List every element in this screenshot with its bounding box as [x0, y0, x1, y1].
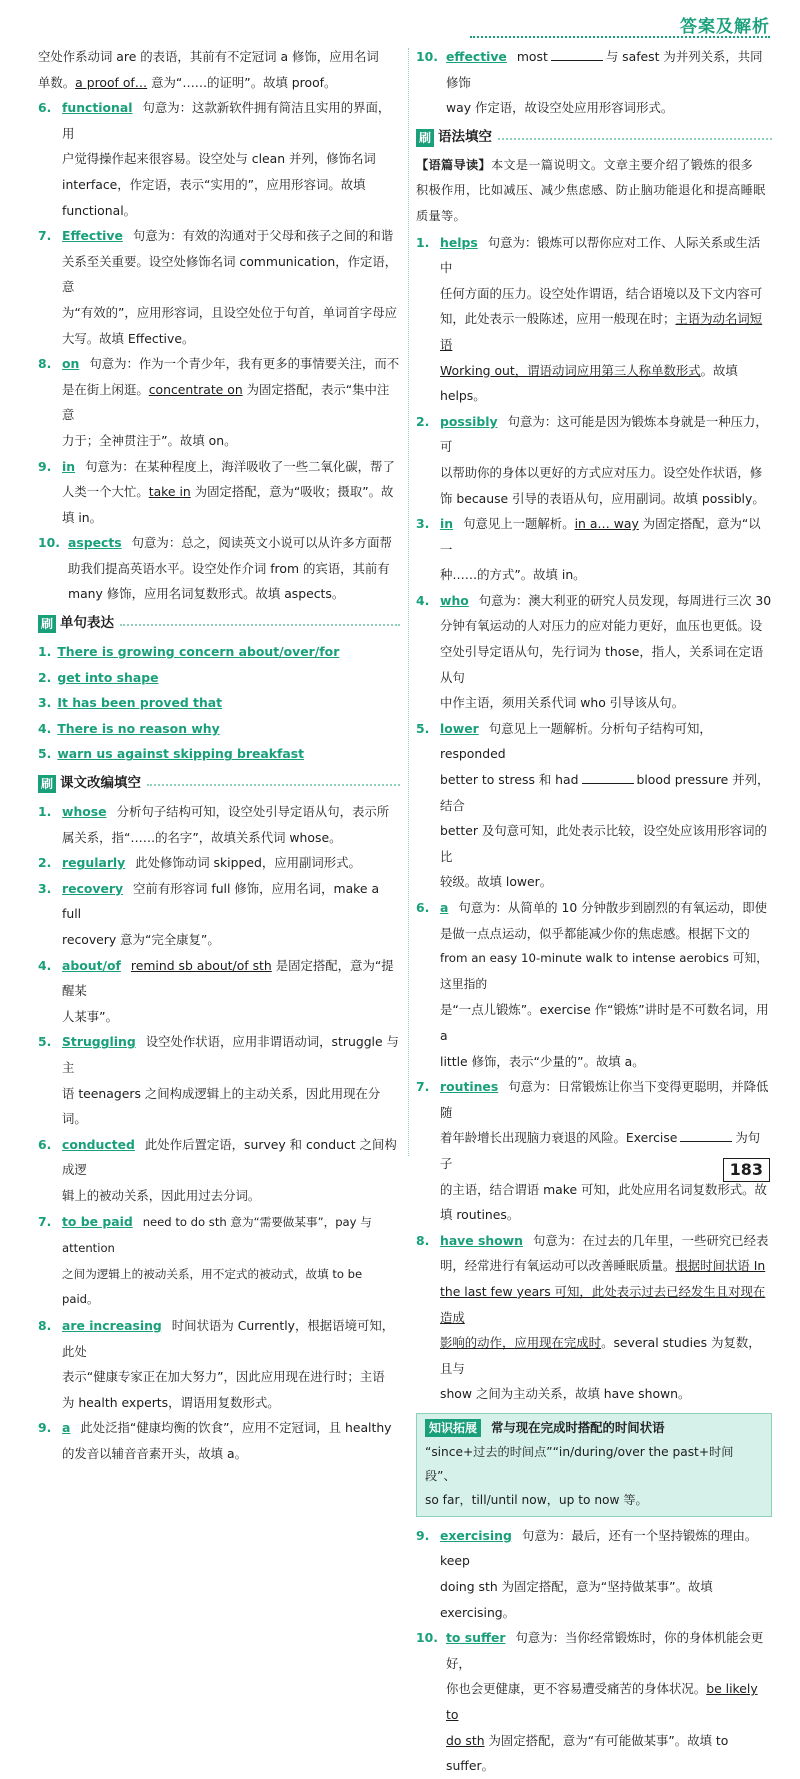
section-tag: 刷	[38, 775, 56, 793]
right-column	[416, 44, 772, 1779]
grammar-item-5: 5. lower 句意见上一题解析。分析句子结构可知，responded better to stress 和 had blood pressure 并列，结合 better 及句意可知，此处表示比较，设空处应该用形容词的比 较级。故填 lower。	[416, 720, 770, 890]
page-number: 183	[723, 1158, 770, 1182]
vocab-item-8: 8. on 句意为：作为一个青少年，我有更多的事情要关注，而不 是在街上闲逛。concentrate on 为固定搭配，表示“集中注意 力于；全神贯注于”。故填 on。	[38, 356, 400, 448]
blank	[582, 771, 634, 784]
section-dots	[498, 138, 772, 140]
column-divider	[408, 48, 409, 1156]
intro-paragraph	[38, 44, 400, 95]
expression-item: 5. warn us against skipping breakfast	[38, 746, 305, 762]
grammar-item-1: 1. helps 句意为：锻炼可以帮你应对工作、人际关系或生活中 任何方面的压力。设空处作谓语，结合语境以及下文内容可 知，此处表示一般陈述，应用一般现在时；主语为动名词短语 Working out，谓语动词应用第三人称单数形式。故填 helps。	[416, 234, 763, 404]
answer: on	[62, 356, 80, 372]
left-column	[38, 44, 400, 1466]
grammar-item-3: 3. in 句意见上一题解析。in a… way 为固定搭配，意为“以一 种……的方式”。故填 in。	[416, 516, 761, 583]
page-header	[0, 0, 800, 44]
rewrite-item-6: 6. conducted 此处作后置定语，survey 和 conduct 之间构成逻 辑上的被动关系，因此用过去分词。	[38, 1136, 397, 1203]
grammar-item-7: 7. routines 句意为：日常锻炼让你当下变得更聪明，并降低随 着年龄增长出现脑力衰退的风险。Exercise 为句子 的主语，结合谓语 make 可知，此处应用名词复数形式。故 填 routines。	[416, 1079, 769, 1223]
section-text-rewrite	[38, 771, 400, 797]
rewrite-item-1: 1. whose 分析句子结构可知，设空处引导定语从句，表示所 属关系，指“……的名字”，故填关系代词 whose。	[38, 804, 390, 845]
answer: functional	[62, 100, 133, 116]
rewrite-item-4: 4. about/of remind sb about/of sth 是固定搭配，意为“提醒某 人某事”。	[38, 957, 394, 1024]
expression-item: 2. get into shape	[38, 669, 159, 685]
section-label: 课文改编填空	[60, 775, 142, 792]
section-tag: 刷	[38, 615, 56, 633]
rewrite-item-7: 7. to be paid need to do sth 意为“需要做某事”，pay 与 attention 之间为逻辑上的被动关系，用不定式的被动式，故填 to be paid。	[38, 1213, 372, 1307]
header-divider	[470, 36, 770, 38]
grammar-item-9: 9. exercising 句意为：最后，还有一个坚持锻炼的理由。keep doing sth 为固定搭配，意为“坚持做某事”。故填 exercising。	[416, 1527, 758, 1620]
expression-item: 4. There is no reason why	[38, 720, 220, 736]
grammar-item-8: 8. have shown 句意为：在过去的几年里，一些研究已经表 明，经常进行有氧运动可以改善睡眠质量。根据时间状语 In the last few years 可知，此处表示过去已经发生且对现在造成 影响的动作，应用现在完成时。several studies 为复数，且与 show 之间为主动关系，故填 have shown。	[416, 1232, 769, 1402]
section-grammar	[416, 125, 772, 151]
grammar-item-4: 4. who 句意为：澳大利亚的研究人员发现，每周进行三次 30 分钟有氧运动的人对压力的应对能力更好，血压也更低。设 空处引导定语从句，先行词为 those，指人，关系词在定语从句 中作主语，须用关系代词 who 引导该从句。	[416, 592, 772, 711]
section-label: 语法填空	[438, 128, 493, 145]
section-tag: 刷	[416, 129, 434, 147]
knowledge-tag: 知识拓展	[425, 1419, 481, 1437]
vocab-item-9: 9. in 句意为：在某种程度上，海洋吸收了一些二氧化碳，帮了 人类一个大忙。take in 为固定搭配，意为“吸收；摄取”。故 填 in。	[38, 458, 395, 525]
expression-item: 3. It has been proved that	[38, 695, 223, 711]
grammar-item-6: 6. a 句意为：从简单的 10 分钟散步到剧烈的有氧运动，即使 是做一点点运动，似乎都能减少你的焦虑感。根据下文的 from an easy 10-minute walk to intense aerobics 可知，这里指的 是“一点儿锻炼”。exercise 作“锻炼”讲时是不可数名词，用 a little 修饰，表示“少量的”。故填 a。	[416, 900, 769, 1069]
grammar-item-10: 10. to suffer 句意为：当你经常锻炼时，你的身体机能会更好， 你也会更健康，更不容易遭受痛苦的身体状况。be likely to do sth 为固定搭配，意为“有可能做某事”。故填 to suffer。	[416, 1630, 764, 1774]
grammar-item-2: 2. possibly 句意为：这可能是因为锻炼本身就是一种压力，可 以帮助你的身体以更好的方式应对压力。设空处作状语，修 饰 because 引导的表语从句，应用副词。故填 possibly。	[416, 413, 768, 506]
intro-line: 单数。a proof of… 意为“……的证明”。故填 proof。	[38, 74, 337, 90]
vocab-item-7: 7. Effective 句意为：有效的沟通对于父母和孩子之间的和谐 关系至关重要。设空处修饰名词 communication，作定语，意 为“有效的”，应用形容词，且设空处位于句首，单词首字母应 大写。故填 Effective。	[38, 228, 398, 346]
rewrite-item-3: 3. recovery 空前有形容词 full 修饰，应用名词，make a full recovery 意为“完全康复”。	[38, 880, 380, 947]
knowledge-title: 常与现在完成时搭配的时间状语	[491, 1420, 665, 1436]
discourse-guide: 【语篇导读】本文是一篇说明文。文章主要介绍了锻炼的很多 积极作用，比如减压、减少焦虑感、防止脑功能退化和提高睡眠 质量等。	[416, 157, 766, 223]
vocab-item-6: 6. functional 句意为：这款新软件拥有简洁且实用的界面，用 户觉得操作起来很容易。设空处与 clean 并列，修饰名词 interface，作定语，表示“实用的”，应用形容词。故填 functional。	[38, 100, 391, 218]
section-label: 单句表达	[60, 615, 115, 632]
rewrite-item-9: 9. a 此处泛指“健康均衡的饮食”，应用不定冠词，且 healthy 的发音以辅音音素开头，故填 a。	[38, 1420, 392, 1461]
vocab-item-10-right: 10. effective most 与 safest 为并列关系，共同修饰 way 作定语，故设空处应用形容词形式。	[416, 49, 763, 116]
blank	[680, 1129, 732, 1142]
answer: aspects	[68, 535, 122, 551]
intro-line: 空处作系动词 are 的表语，其前有不定冠词 a 修饰，应用名词	[38, 49, 379, 64]
vocab-item-10: 10. aspects 句意为：总之，阅读英文小说可以从许多方面帮 助我们提高英语水平。设空处作介词 from 的宾语，其前有 many 修饰，应用名词复数形式。故填 aspects。	[38, 535, 392, 602]
answer: in	[62, 458, 76, 474]
knowledge-box	[416, 1413, 772, 1517]
rewrite-item-8: 8. are increasing 时间状语为 Currently，根据语境可知，此处 表示“健康专家正在加大努力”，因此应用现在进行时；主语 为 health experts，谓语用复数形式。	[38, 1317, 395, 1410]
knowledge-body: “since+过去的时间点”“in/during/over the past+时间段”、 so far，till/until now，up to now 等。	[425, 1444, 734, 1507]
section-dots	[120, 624, 400, 626]
expression-item: 1. There is growing concern about/over/for	[38, 644, 340, 660]
rewrite-item-5: 5. Struggling 设空处作状语，应用非谓语动词，struggle 与主 语 teenagers 之间构成逻辑上的主动关系，因此用现在分词。	[38, 1034, 399, 1127]
section-single-expression	[38, 611, 400, 637]
rewrite-item-2: 2. regularly 此处修饰动词 skipped，应用副词形式。	[38, 855, 361, 871]
blank	[551, 48, 603, 61]
section-dots	[147, 784, 400, 786]
header-title: 答案及解析	[680, 17, 770, 37]
answer: Effective	[62, 228, 123, 244]
